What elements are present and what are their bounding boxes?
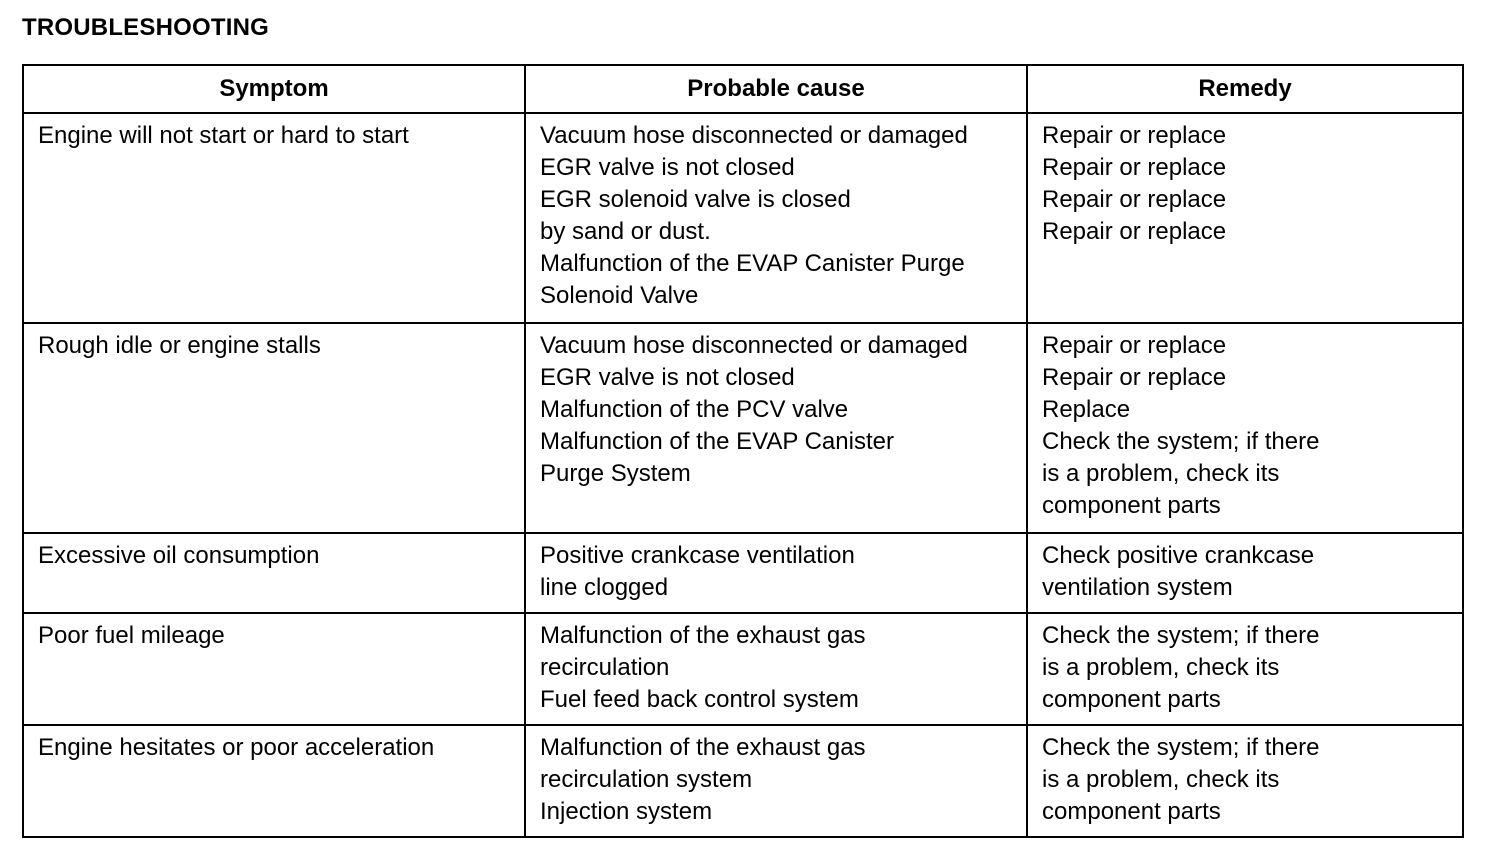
table-row <box>23 533 1463 613</box>
probable-cause-cell <box>525 113 1027 323</box>
table-header-row <box>23 65 1463 113</box>
remedy-line: is a problem, check its <box>1042 654 1280 681</box>
remedy-column-header: Remedy <box>1027 65 1463 113</box>
remedy-line: Repair or replace <box>1042 218 1227 245</box>
cause-line: Purge System <box>540 460 691 487</box>
page-title: TROUBLESHOOTING <box>22 14 269 41</box>
cause-line: Vacuum hose disconnected or damaged <box>540 332 968 359</box>
cause-line: recirculation <box>540 654 670 681</box>
probable-cause-cell <box>525 533 1027 613</box>
symptom-text: Poor fuel mileage <box>38 622 225 649</box>
cause-line: Malfunction of the EVAP Canister Purge <box>540 250 965 277</box>
cause-line: Malfunction of the exhaust gas <box>540 734 866 761</box>
cause-line: Malfunction of the PCV valve <box>540 396 849 423</box>
table-row <box>23 113 1463 323</box>
remedy-line: Repair or replace <box>1042 186 1227 213</box>
cause-line: by sand or dust. <box>540 218 711 245</box>
probable-cause-cell <box>525 725 1027 837</box>
remedy-line: Repair or replace <box>1042 364 1227 391</box>
remedy-line: Repair or replace <box>1042 154 1227 181</box>
remedy-line: component parts <box>1042 492 1221 519</box>
symptom-cell <box>23 113 525 323</box>
symptom-cell <box>23 323 525 533</box>
probable-cause-cell <box>525 323 1027 533</box>
remedy-line: Check the system; if there <box>1042 622 1320 649</box>
remedy-line: component parts <box>1042 798 1221 825</box>
probable-cause-cell <box>525 613 1027 725</box>
cause-line: Vacuum hose disconnected or damaged <box>540 122 968 149</box>
cause-line: Solenoid Valve <box>540 282 699 309</box>
remedy-line: is a problem, check its <box>1042 460 1280 487</box>
troubleshooting-table <box>22 64 1464 838</box>
symptom-text: Rough idle or engine stalls <box>38 332 321 359</box>
cause-line: Fuel feed back control system <box>540 686 859 713</box>
cause-line: Injection system <box>540 798 713 825</box>
remedy-cell <box>1027 613 1463 725</box>
remedy-cell <box>1027 323 1463 533</box>
remedy-line: component parts <box>1042 686 1221 713</box>
cause-line: Malfunction of the EVAP Canister <box>540 428 894 455</box>
remedy-cell <box>1027 113 1463 323</box>
symptom-cell <box>23 725 525 837</box>
table-row <box>23 613 1463 725</box>
cause-line: Positive crankcase ventilation <box>540 542 855 569</box>
remedy-line: Check the system; if there <box>1042 734 1320 761</box>
symptom-cell <box>23 533 525 613</box>
remedy-cell <box>1027 725 1463 837</box>
remedy-line: Repair or replace <box>1042 332 1227 359</box>
table-row <box>23 725 1463 837</box>
symptom-column-header: Symptom <box>23 65 525 113</box>
remedy-line: ventilation system <box>1042 574 1233 601</box>
remedy-cell <box>1027 533 1463 613</box>
symptom-cell <box>23 613 525 725</box>
table-row <box>23 323 1463 533</box>
cause-line: EGR valve is not closed <box>540 364 795 391</box>
remedy-line: Check the system; if there <box>1042 428 1320 455</box>
cause-line: line clogged <box>540 574 669 601</box>
remedy-line: Check positive crankcase <box>1042 542 1315 569</box>
symptom-text: Excessive oil consumption <box>38 542 320 569</box>
cause-line: Malfunction of the exhaust gas <box>540 622 866 649</box>
remedy-line: Repair or replace <box>1042 122 1227 149</box>
cause-line: EGR solenoid valve is closed <box>540 186 851 213</box>
cause-line: recirculation system <box>540 766 753 793</box>
symptom-text: Engine hesitates or poor acceleration <box>38 734 435 761</box>
probable-cause-column-header: Probable cause <box>525 65 1027 113</box>
remedy-line: is a problem, check its <box>1042 766 1280 793</box>
cause-line: EGR valve is not closed <box>540 154 795 181</box>
remedy-line: Replace <box>1042 396 1131 423</box>
symptom-text: Engine will not start or hard to start <box>38 122 409 149</box>
